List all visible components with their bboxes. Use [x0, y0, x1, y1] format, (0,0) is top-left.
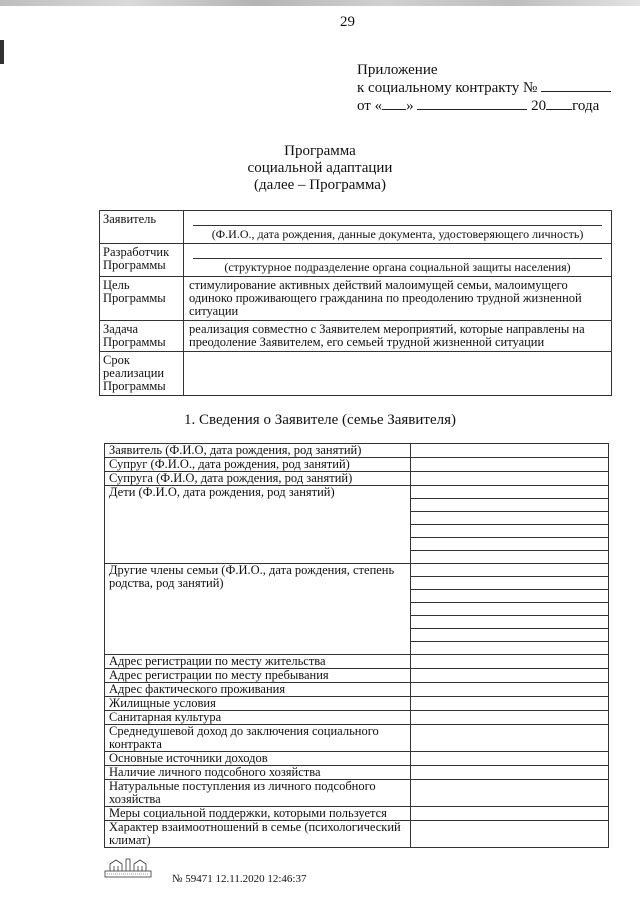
value-cell[interactable] — [411, 458, 609, 472]
table-row: Адрес регистрации по месту жительства — [105, 655, 609, 669]
value-cell[interactable] — [411, 486, 609, 564]
term-label: Срок реализации Программы — [100, 352, 184, 396]
applicant-caption: (Ф.И.О., дата рождения, данные документа, удостоверяющего личность) — [211, 227, 584, 241]
program-row-developer — [100, 244, 612, 277]
table-row: Среднедушевой доход до заключения социального контракта — [105, 725, 609, 752]
program-row-goal — [100, 277, 612, 321]
value-cell[interactable] — [411, 669, 609, 683]
registry-stamp-icon — [104, 856, 152, 878]
page-number: 29 — [340, 14, 355, 30]
table-row: Натуральные поступления из личного подсобного хозяйства — [105, 780, 609, 807]
appendix-line3: от « » 20 года — [357, 98, 600, 114]
developer-caption: (структурное подразделение органа социальной защиты населения) — [224, 260, 571, 274]
value-cell[interactable] — [411, 683, 609, 697]
document-title — [0, 143, 640, 194]
program-row-applicant — [100, 211, 612, 244]
table-row: Дети (Ф.И.О, дата рождения, род занятий) — [105, 486, 609, 564]
value-cell[interactable] — [411, 444, 609, 458]
title-line2: социальной адаптации — [247, 160, 393, 176]
table-row: Основные источники доходов — [105, 752, 609, 766]
applicant-field[interactable] — [184, 211, 612, 244]
goal-label: Цель Программы — [100, 277, 184, 321]
value-cell[interactable] — [411, 821, 609, 848]
value-cell[interactable] — [411, 807, 609, 821]
value-cell[interactable] — [411, 752, 609, 766]
program-row-term — [100, 352, 612, 396]
table-row: Супруга (Ф.И.О, дата рождения, род занятий) — [105, 472, 609, 486]
value-cell[interactable] — [411, 711, 609, 725]
scan-edge-top — [0, 0, 640, 6]
task-label: Задача Программы — [100, 321, 184, 352]
value-cell[interactable] — [411, 725, 609, 752]
title-line3: (далее – Программа) — [254, 177, 386, 193]
value-cell[interactable] — [411, 780, 609, 807]
task-text: реализация совместно с Заявителем мероприятий, которые направлены на преодоление Заявителем, его семьей трудной жизненной ситуации — [184, 321, 612, 352]
table-row: Наличие личного подсобного хозяйства — [105, 766, 609, 780]
applicant-label: Заявитель — [100, 211, 184, 244]
table-row: Адрес фактического проживания — [105, 683, 609, 697]
title-line1: Программа — [284, 143, 356, 159]
scan-edge-left — [0, 40, 4, 64]
table-row: Санитарная культура — [105, 711, 609, 725]
goal-text: стимулирование активных действий малоимущей семьи, малоимущего одиноко проживающего гражданина по преодолению трудной жизненной ситуации — [184, 277, 612, 321]
table-row: Меры социальной поддержки, которыми пользуется — [105, 807, 609, 821]
appendix-line1: Приложение — [357, 62, 438, 78]
table-row: Характер взаимоотношений в семье (психологический климат) — [105, 821, 609, 848]
value-cell[interactable] — [411, 564, 609, 655]
developer-label: Разработчик Программы — [100, 244, 184, 277]
value-cell[interactable] — [411, 655, 609, 669]
table-row: Другие члены семьи (Ф.И.О., дата рождения, степень родства, род занятий) — [105, 564, 609, 655]
appendix-block — [357, 62, 611, 115]
table-row: Заявитель (Ф.И.О, дата рождения, род занятий) — [105, 444, 609, 458]
document-registry-number: № 59471 12.11.2020 12:46:37 — [172, 873, 307, 885]
table-row: Супруг (Ф.И.О., дата рождения, род занятий) — [105, 458, 609, 472]
applicant-info-table — [104, 443, 609, 848]
table-row: Жилищные условия — [105, 697, 609, 711]
value-cell[interactable] — [411, 472, 609, 486]
developer-field[interactable] — [184, 244, 612, 277]
appendix-line2: к социальному контракту № — [357, 79, 611, 97]
program-table — [99, 210, 612, 396]
value-cell[interactable] — [411, 766, 609, 780]
program-row-task — [100, 321, 612, 352]
term-field[interactable] — [184, 352, 612, 396]
section-title: 1. Сведения о Заявителе (семье Заявителя) — [184, 412, 456, 428]
value-cell[interactable] — [411, 697, 609, 711]
table-row: Адрес регистрации по месту пребывания — [105, 669, 609, 683]
